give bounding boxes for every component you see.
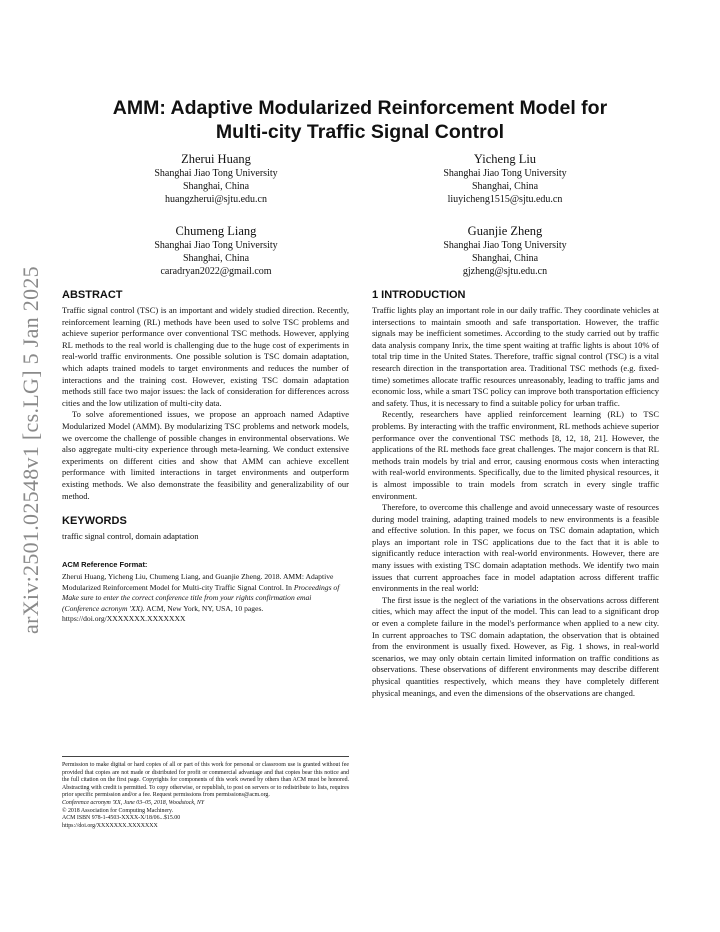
author-email: caradryan2022@gmail.com bbox=[160, 266, 272, 277]
author-email: gjzheng@sjtu.edu.cn bbox=[462, 266, 548, 277]
introduction-heading: 1 INTRODUCTION bbox=[372, 289, 466, 301]
author-name: Zherui Huang bbox=[181, 152, 251, 166]
copyright-line: © 2018 Association for Computing Machinery. bbox=[62, 807, 174, 814]
author-affiliation: Shanghai Jiao Tong University bbox=[443, 168, 567, 179]
introduction-paragraph-3: Therefore, to overcome this challenge and avoid unnecessary waste of resources during model training, adapting trained models to new environments is a feasible and effective solution. In this paper, we focus on TSC domain adaptation, which plays an important role in TSC applications due to the fact that it is able to significantly reduce interaction with real-world environments. However, there are many issues with existing TSC domain adaptation methods. We identify two main issues that current approaches face in model adaptation across different traffic environments in the real world: bbox=[372, 502, 659, 594]
author-name: Yicheng Liu bbox=[473, 152, 537, 166]
author-block-3 bbox=[86, 223, 346, 278]
author-name: Chumeng Liang bbox=[175, 224, 257, 238]
isbn-line: ACM ISBN 978-1-4503-XXXX-X/18/06...$15.00 bbox=[62, 815, 181, 822]
acm-reference-body bbox=[62, 572, 349, 625]
left-column bbox=[62, 288, 349, 625]
abstract-heading: ABSTRACT bbox=[62, 289, 123, 301]
author-block-1 bbox=[86, 151, 346, 206]
acm-reference-citation: Zherui Huang, Yicheng Liu, Chumeng Liang, and Guanjie Zheng. 2018. AMM: Adaptive Modularized Reinforcement Model for Multi-city Traffic Signal Control. In bbox=[62, 572, 334, 592]
doi-line: https://doi.org/XXXXXXX.XXXXXXX bbox=[62, 822, 158, 829]
keywords-text: traffic signal control, domain adaptation bbox=[62, 531, 199, 542]
author-affiliation: Shanghai Jiao Tong University bbox=[154, 168, 278, 179]
author-block-4 bbox=[375, 223, 635, 278]
author-affiliation: Shanghai Jiao Tong University bbox=[154, 240, 278, 251]
keywords-heading: KEYWORDS bbox=[62, 515, 127, 528]
arxiv-sidebar bbox=[8, 230, 54, 670]
acm-reference-venue: Proceedings of Make sure to enter the correct conference title from your rights confirmation emai (Conference acronym 'XX). bbox=[62, 582, 340, 613]
title-line-2: Multi-city Traffic Signal Control bbox=[215, 121, 505, 143]
acm-reference-heading: ACM Reference Format: bbox=[62, 559, 148, 569]
author-email: liuyicheng1515@sjtu.edu.cn bbox=[447, 194, 563, 205]
author-location: Shanghai, China bbox=[471, 253, 539, 264]
author-location: Shanghai, China bbox=[182, 253, 250, 264]
author-location: Shanghai, China bbox=[182, 181, 250, 192]
acm-reference-tail: ACM, New York, NY, USA, 10 pages. https://doi.org/XXXXXXX.XXXXXXX bbox=[62, 603, 264, 624]
title-line-1: AMM: Adaptive Modularized Reinforcement Model for bbox=[112, 97, 608, 119]
author-email: huangzherui@sjtu.edu.cn bbox=[165, 194, 267, 205]
author-affiliation: Shanghai Jiao Tong University bbox=[443, 240, 567, 251]
introduction-paragraph-2: Recently, researchers have applied reinforcement learning (RL) to TSC problems. By interacting with the traffic environment, RL methods achieve superior performance over the conventional TSC methods [8, 12, 18, 21]. However, the applications of the RL methods face great challenges. The major concern is that RL methods train models by trial and error, causing enormous costs when interacting with real-world environments. Specifically, due to the limited physical resources, it is almost impossible to train models from scratch in every single traffic environment. bbox=[372, 409, 659, 501]
author-location: Shanghai, China bbox=[471, 181, 539, 192]
arxiv-identifier: arXiv:2501.02548v1 [cs.LG] 5 Jan 2025 bbox=[18, 266, 43, 634]
paper-title bbox=[60, 96, 660, 144]
permission-notice: Permission to make digital or hard copies of all or part of this work for personal or classroom use is granted without fee provided that copies are not made or distributed for profit or commercial advantage and that copies bear this notice and the full citation on the first page. Copyrights for components of this work owned by others than ACM must be honored. Abstracting with credit is permitted. To copy otherwise, or republish, to post on servers or to redistribute to lists, requires prior specific permission and/or a fee. Request permissions from permissions@acm.org. bbox=[62, 762, 349, 799]
introduction-paragraph-1: Traffic lights play an important role in our daily traffic. They coordinate vehicles at intersections to maintain smooth and safe transportation. However, the traffic signals may be inefficient sometimes. According to the study carried out by traffic data analysis company Inrix, the time spent waiting at traffic lights is about 10% of total trip time in the United States. Therefore, traffic signal control (TSC) is a vital research direction in the transportation area. Traditional TSC methods (e.g. fixed-time) sometimes allocate traffic resources unreasonably, leading to traffic jams and economic loss, while a smart TSC policy can improve both transportation efficiency and safety. Thus, it is necessary to find a suitable policy for urban traffic. bbox=[372, 305, 659, 408]
copyright-footnote bbox=[62, 756, 349, 830]
abstract-paragraph-1: Traffic signal control (TSC) is an important and widely studied direction. Recently, reinforcement learning (RL) methods have been used to solve TSC problems and achieve superior performance over conventional TSC methods. However, applying RL methods to the real world is challenging due to the huge cost of experiments in real-world traffic environments. One possible solution is TSC domain adaptation, which adapts trained models to target environments and reduces the number of interactions and the training cost. However, existing TSC domain adaptation methods still face two major issues: the lack of consideration for differences across cities and the low utilization of multi-city data. bbox=[62, 305, 349, 408]
author-name: Guanjie Zheng bbox=[467, 224, 543, 238]
conference-line: Conference acronym 'XX, June 03–05, 2018, Woodstock, NY bbox=[62, 799, 205, 806]
introduction-paragraph-4: The first issue is the neglect of the variations in the observations across different cities, which may affect the input of the model. This can lead to a significant drop or even a complete failure in the model's performance when applied to a new city. In current approaches to TSC domain adaptation, the observation that is obtained from the environment is usually fixed. However, as Fig. 1 shows, in real-world scenarios, we may only obtain certain limited information on traffic conditions as observations. These observations of different environments may describe different physical quantities respectively, which means they have completely different physical meanings, and even the dimensions of the observations are changed. bbox=[372, 594, 659, 698]
abstract-paragraph-2: To solve aforementioned issues, we propose an approach named Adaptive Modularized Model (AMM). By modularizing TSC problems and network models, we overcome the challenge of possible changes in environmental observations. We also aggregate multi-city experience through meta-learning. We conduct extensive experiments on different cities and show that AMM can achieve excellent performance with limited interactions in target environments and outperform existing methods. We also demonstrate the feasibility and generalizability of our method. bbox=[62, 409, 349, 501]
right-column bbox=[372, 288, 659, 699]
author-block-2 bbox=[375, 151, 635, 206]
